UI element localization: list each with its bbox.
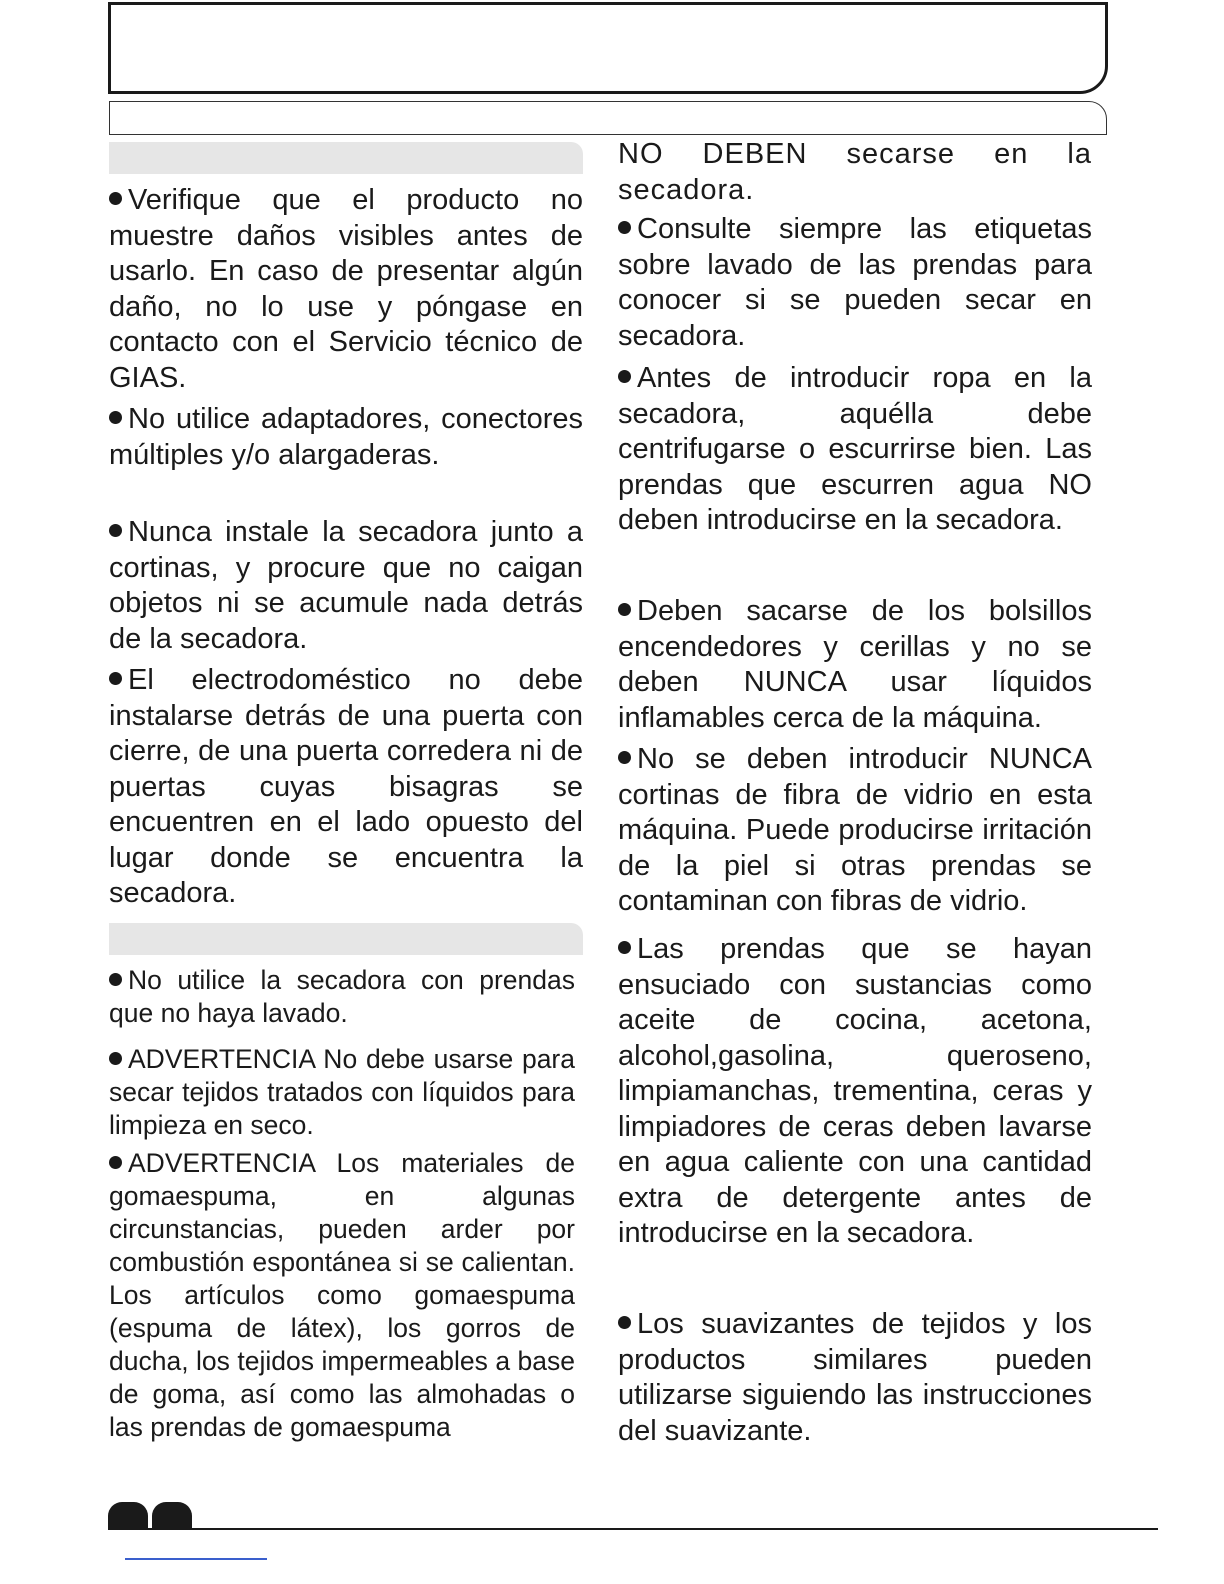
list-item: Los suavizantes de tejidos y los productos similares pueden utilizarse siguiendo las instrucciones del suavizante. [618, 1308, 1092, 1447]
list-item: Deben sacarse de los bolsillos encendedores y cerillas y no se deben NUNCA usar líquidos inflamables cerca de la máquina. [618, 595, 1092, 734]
section-header-box [109, 101, 1107, 135]
footer-rule [108, 1528, 1158, 1530]
bullet-icon [109, 524, 122, 537]
list-item: ADVERTENCIA Los materiales de gomaespuma, en algunas circunstancias, pueden arder por combustión espontánea si se calientan. Los artículos como gomaespuma (espuma de látex), los gorros de ducha, los tejidos impermeables a base de goma, así como las almohadas o las prendas de gomaespuma [109, 1148, 575, 1442]
list-item: Consulte siempre las etiquetas sobre lavado de las prendas para conocer si se pueden secar en secadora. [618, 213, 1092, 352]
page-title-box [108, 2, 1108, 94]
list-item: Antes de introducir ropa en la secadora, aquélla debe centrifugarse o escurrirse bien. Las prendas que escurren agua NO deben introducirse en la secadora. [618, 362, 1092, 536]
list-item: No se deben introducir NUNCA cortinas de fibra de vidrio en esta máquina. Puede producirse irritación de la piel si otras prendas se contaminan con fibras de vidrio. [618, 743, 1092, 917]
bullet-icon [618, 1316, 631, 1329]
list-item: Verifique que el producto no muestre daños visibles antes de usarlo. En caso de presentar algún daño, no lo use y póngase en contacto con el Servicio técnico de GIAS. [109, 184, 583, 394]
bullet-icon [618, 370, 631, 383]
footer-accent-line [125, 1558, 267, 1560]
page-number-tab-right [152, 1502, 192, 1530]
bullet-icon [618, 941, 631, 954]
list-item: Las prendas que se hayan ensuciado con sustancias como aceite de cocina, acetona, alcohol,gasolina, queroseno, limpiamanchas, trementina, ceras y limpiadores de ceras deben lavarse en agua caliente con una cantidad extra de detergente antes de introducirse en la secadora. [618, 933, 1092, 1249]
list-item: No utilice adaptadores, conectores múltiples y/o alargaderas. [109, 403, 583, 471]
bullet-icon [109, 672, 122, 685]
list-item: No utilice la secadora con prendas que no haya lavado. [109, 965, 575, 1028]
section-bar-installation [109, 142, 583, 174]
list-item: Nunca instale la secadora junto a cortinas, y procure que no caigan objetos ni se acumule nada detrás de la secadora. [109, 516, 583, 655]
bullet-icon [618, 603, 631, 616]
page-number-tab-left [108, 1502, 148, 1530]
bullet-icon [109, 973, 122, 986]
bullet-icon [618, 751, 631, 764]
bullet-icon [109, 411, 122, 424]
section-bar-usage [109, 923, 583, 955]
bullet-icon [109, 1052, 122, 1065]
bullet-icon [109, 192, 122, 205]
continuation-text: NO DEBEN secarse en la secadora. [618, 138, 1092, 206]
list-item: ADVERTENCIA No debe usarse para secar tejidos tratados con líquidos para limpieza en seco. [109, 1044, 575, 1140]
bullet-icon [618, 221, 631, 234]
list-item: El electrodoméstico no debe instalarse detrás de una puerta con cierre, de una puerta corredera ni de puertas cuyas bisagras se encuentren en el lado opuesto del lugar donde se encuentra la secadora. [109, 664, 583, 909]
bullet-icon [109, 1156, 122, 1169]
